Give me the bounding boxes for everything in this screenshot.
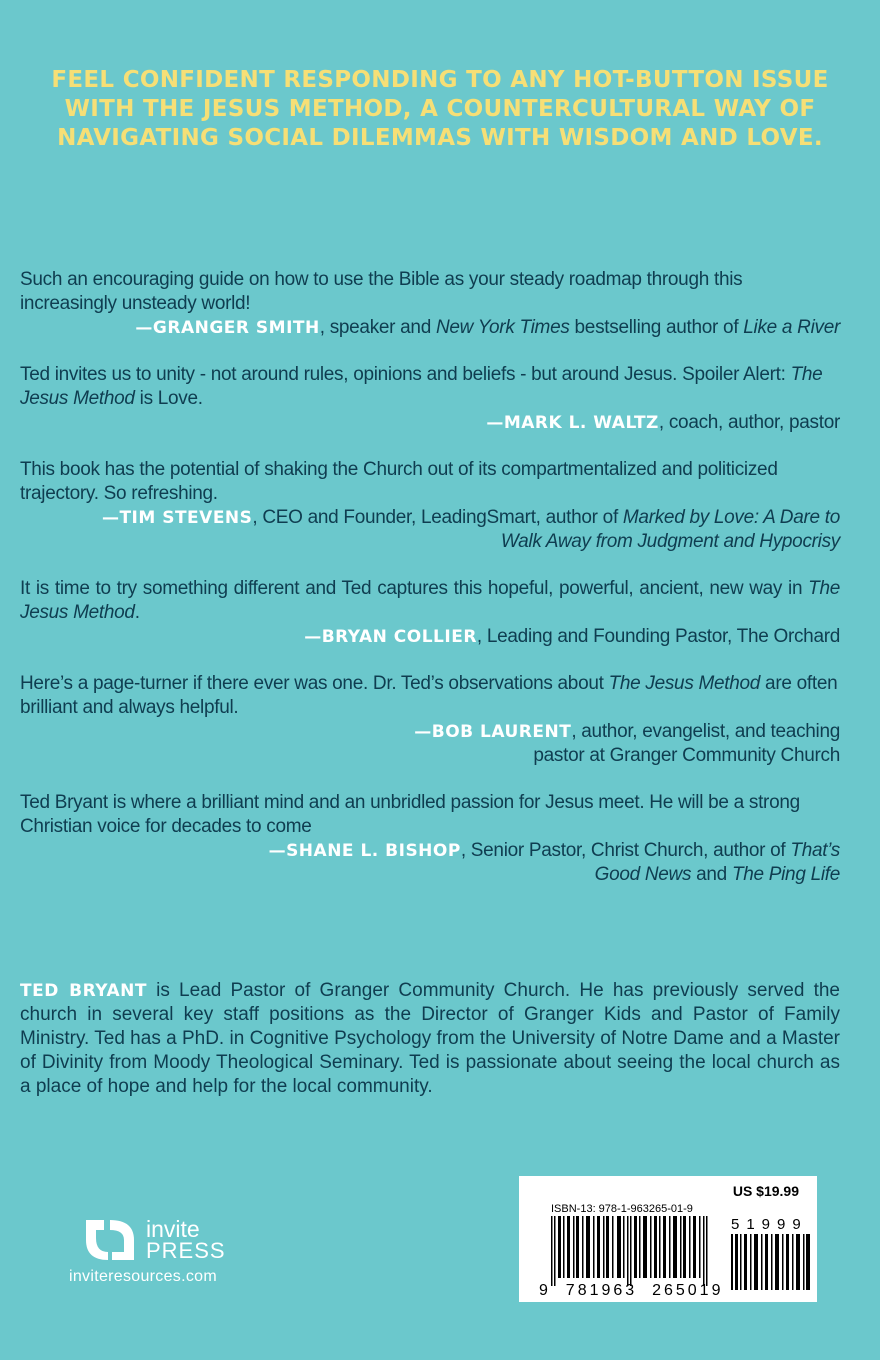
barcode-digits: 9 781963 265019	[539, 1282, 724, 1299]
publisher-block	[69, 1216, 226, 1286]
invite-press-logo-icon	[84, 1218, 136, 1262]
back-cover-headline: FEEL CONFIDENT RESPONDING TO ANY HOT-BUTTON ISSUE WITH THE JESUS METHOD, A COUNTERCULTURAL WAY OF NAVIGATING SOCIAL DILEMMAS WITH WISDOM AND LOVE.	[51, 67, 829, 151]
endorsement-quote: This book has the potential of shaking the Church out of its compartmentalized and politicized trajectory. So refreshing.	[20, 459, 778, 504]
author-bio	[20, 979, 840, 1099]
endorsement-mark-waltz	[20, 363, 840, 435]
endorsement-tim-stevens	[20, 458, 840, 554]
price-label: US $19.99	[732, 1183, 799, 1199]
endorser-name: —MARK L. WALTZ	[486, 413, 659, 433]
addon-code: 51999	[731, 1216, 808, 1233]
endorsement-shane-bishop	[20, 791, 840, 887]
ean-barcode-bars	[551, 1216, 711, 1286]
author-bio-text: is Lead Pastor of Granger Community Church. He has previously served the church in several key staff positions as the Director of Granger Kids and Pastor of Family Ministry. Ted has a PhD. in Cognitive Psychology from the University of Notre Dame and a Master of Divinity from Moody Theological Seminary. Ted is passionate about seeing the local church as a place of hope and help for the local community.	[20, 980, 840, 1097]
endorsement-quote: Here’s a page-turner if there ever was one. Dr. Ted’s observations about The Jesus Method are often brilliant and always helpful.	[20, 673, 838, 718]
endorsement-quote: It is time to try something different and Ted captures this hopeful, powerful, ancient, new way in The Jesus Method.	[20, 578, 840, 623]
endorsement-quote: Ted invites us to unity - not around rules, opinions and beliefs - but around Jesus. Spoiler Alert: The Jesus Method is Love.	[20, 364, 823, 409]
endorsement-bryan-collier	[20, 577, 840, 649]
endorser-name: —GRANGER SMITH	[135, 318, 320, 338]
endorsement-attribution: —BRYAN COLLIER, Leading and Founding Pastor, The Orchard	[304, 626, 840, 647]
endorser-name: —BOB LAURENT	[414, 722, 572, 742]
publisher-wordmark: invite PRESS	[146, 1216, 226, 1263]
isbn-label: ISBN-13: 978-1-963265-01-9	[551, 1203, 693, 1215]
publisher-url: inviteresources.com	[69, 1268, 217, 1285]
author-name: TED BRYANT	[20, 981, 147, 1001]
endorsements	[20, 268, 840, 910]
endorsement-granger-smith	[20, 268, 840, 340]
endorsement-quote: Such an encouraging guide on how to use the Bible as your steady roadmap through this increasingly unsteady world!	[20, 269, 743, 314]
endorsement-quote: Ted Bryant is where a brilliant mind and an unbridled passion for Jesus meet. He will be a strong Christian voice for decades to come	[20, 792, 800, 837]
endorsement-attribution: —TIM STEVENS, CEO and Founder, LeadingSmart, author of Marked by Love: A Dare to Walk Away from Judgment and Hypocrisy	[101, 507, 840, 552]
endorsement-attribution: —GRANGER SMITH, speaker and New York Times bestselling author of Like a River	[135, 317, 840, 338]
endorsement-attribution: —BOB LAURENT, author, evangelist, and teaching pastor at Granger Community Church	[414, 721, 840, 766]
endorsement-attribution: —MARK L. WALTZ, coach, author, pastor	[486, 412, 840, 433]
endorser-name: —TIM STEVENS	[101, 508, 253, 528]
endorsement-attribution: —SHANE L. BISHOP, Senior Pastor, Christ Church, author of That’s Good News and The Ping Life	[268, 840, 840, 885]
endorsement-bob-laurent	[20, 672, 840, 768]
isbn-barcode	[519, 1176, 817, 1302]
endorser-name: —BRYAN COLLIER	[304, 627, 477, 647]
addon-barcode-bars	[731, 1234, 811, 1290]
endorser-name: —SHANE L. BISHOP	[268, 841, 461, 861]
